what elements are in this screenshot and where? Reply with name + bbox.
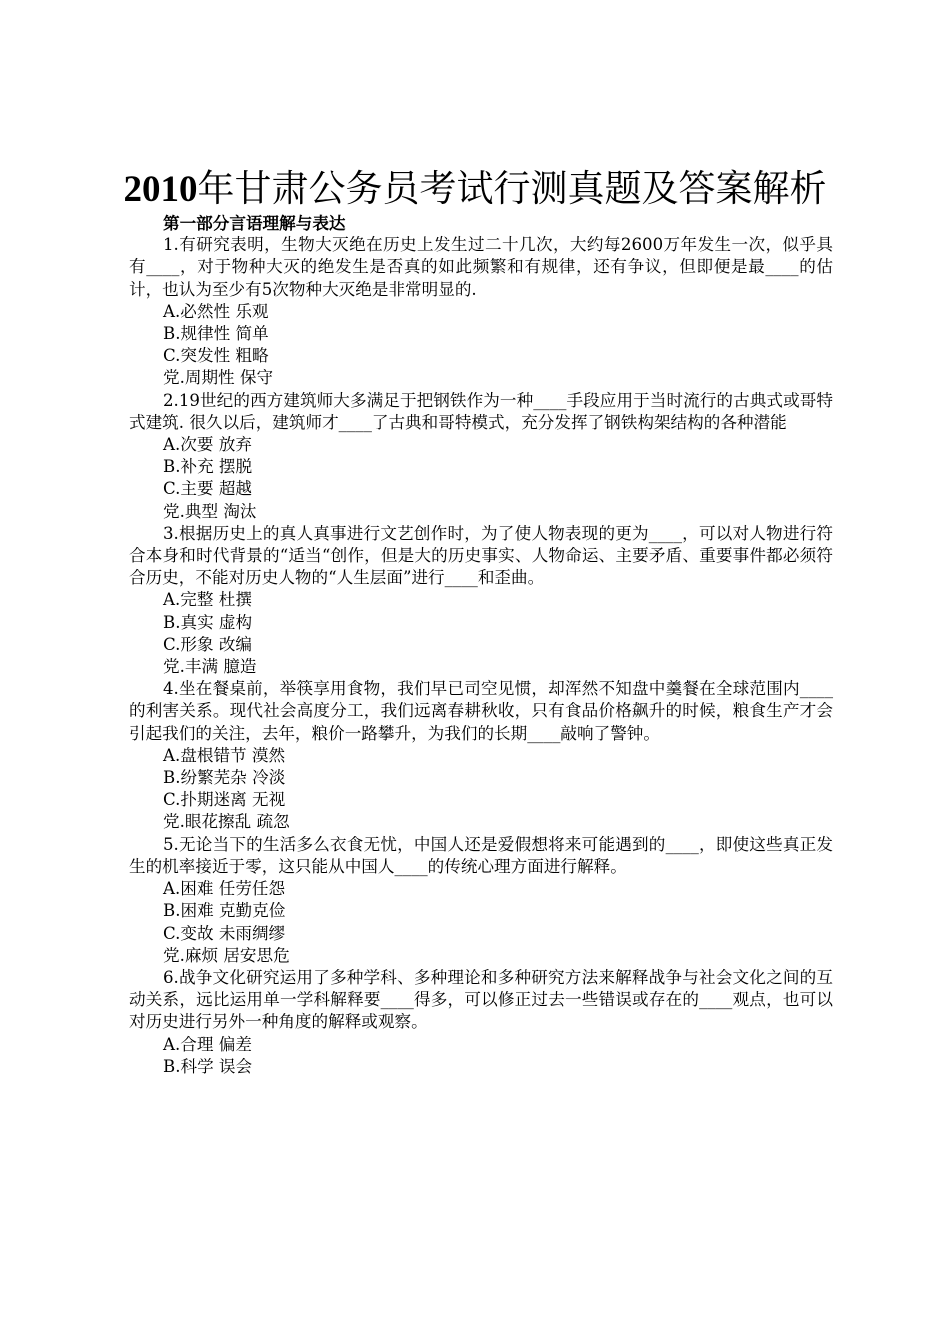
title-text: 年甘肃公务员考试行测真题及答案解析 <box>197 167 827 210</box>
option-b: B.真实 虚构 <box>163 612 253 632</box>
question-stem: 4.坐在餐桌前，举筷享用食物，我们早已司空见惯，却浑然不知盘中羹餐在全球范围内____的利害关系。现代社会高度分工，我们远离春耕秋收，只有食品价格飙升的时候，粮食生产才会引起我们的关注，去年，粮价一路攀升，为我们的长期____敲响了警钟。 <box>129 679 833 743</box>
question-1 <box>129 234 833 389</box>
question-5 <box>129 834 833 967</box>
option-d: 党.眼花擦乱 疏忽 <box>163 812 290 832</box>
document-body <box>129 212 833 1078</box>
option-a: A.盘根错节 漠然 <box>163 745 286 765</box>
question-2 <box>129 390 833 523</box>
question-stem: 6.战争文化研究运用了多种学科、多种理论和多种研究方法来解释战争与社会文化之间的互动关系，远比运用单一学科解释要____得多，可以修正过去一些错误或存在的____观点，也可以对历史进行另外一种角度的解释或观察。 <box>129 967 833 1032</box>
option-c: C.变故 未雨绸缪 <box>163 923 286 943</box>
option-a: A.困难 任劳任怨 <box>163 879 286 899</box>
question-4 <box>129 678 833 833</box>
option-a: A.次要 放弃 <box>163 435 252 455</box>
question-stem: 3.根据历史上的真人真事进行文艺创作时，为了使人物表现的更为____，可以对人物进行符合本身和时代背景的“适当“创作，但是大的历史事实、人物命运、主要矛盾、重要事件都必须符合历史，不能对历史人物的“人生层面”进行____和歪曲。 <box>129 523 833 588</box>
option-a: A.合理 偏差 <box>163 1034 252 1054</box>
option-b: B.纷繁芜杂 冷淡 <box>163 768 286 788</box>
question-3 <box>129 523 833 678</box>
title-year: 2010 <box>123 169 198 210</box>
question-6 <box>129 967 833 1078</box>
question-stem: 2.19世纪的西方建筑师大多满足于把钢铁作为一种____手段应用于当时流行的古典式或哥特式建筑. 很久以后，建筑师才____了古典和哥特模式，充分发挥了钢铁构架结构的各种潜能 <box>129 390 833 432</box>
document-title <box>0 164 950 215</box>
option-c: C.形象 改编 <box>163 634 253 654</box>
option-d: 党.麻烦 居安思危 <box>163 945 290 965</box>
question-stem: 5.无论当下的生活多么衣食无忧，中国人还是爱假想将来可能遇到的____，即使这些真正发生的机率接近于零，这只能从中国人____的传统心理方面进行解释。 <box>129 834 833 876</box>
option-b: B.补充 摆脱 <box>163 457 253 477</box>
option-c: C.主要 超越 <box>163 479 253 499</box>
option-d: 党.丰满 臆造 <box>163 657 257 677</box>
option-c: C.突发性 粗略 <box>163 346 269 366</box>
section-heading: 第一部分言语理解与表达 <box>163 213 346 233</box>
option-d: 党.典型 淘汰 <box>163 501 257 521</box>
option-a: A.完整 杜撰 <box>163 590 252 610</box>
option-b: B.困难 克勤克俭 <box>163 901 286 921</box>
question-stem: 1.有研究表明，生物大灭绝在历史上发生过二十几次，大约每2600万年发生一次，似乎具有____，对于物种大灭的绝发生是否真的如此频繁和有规律，还有争议，但即便是最____的估计，也认为至少有5次物种大灭绝是非常明显的. <box>129 235 833 299</box>
option-d: 党.周期性 保守 <box>163 368 274 388</box>
option-c: C.扑期迷离 无视 <box>163 790 286 810</box>
option-a: A.必然性 乐观 <box>163 301 269 321</box>
option-b: B.规律性 简单 <box>163 324 269 344</box>
option-b: B.科学 误会 <box>163 1056 253 1076</box>
